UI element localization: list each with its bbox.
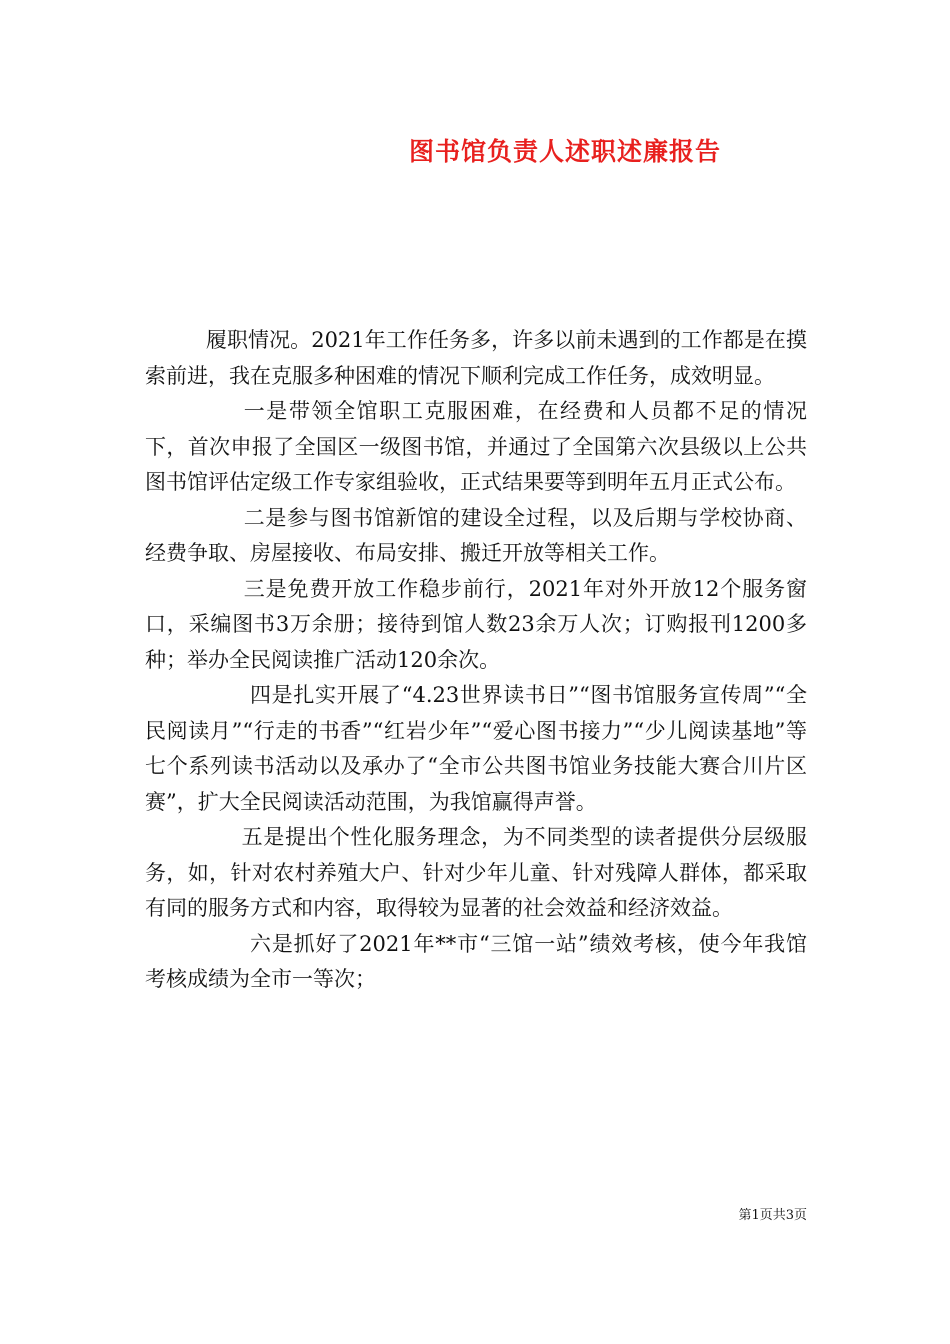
page-number: 第1页共3页 <box>738 1208 807 1223</box>
document-body <box>145 323 807 998</box>
document-title: 图书馆负责人述职述廉报告 <box>408 137 721 166</box>
paragraph-item-three: 三是免费开放工作稳步前行，2021年对外开放12个服务窗口，采编图书3万余册；接待到馆人数23余万人次；订购报刊1200多种；举办全民阅读推广活动120余次。 <box>145 576 807 672</box>
paragraph-item-two: 二是参与图书馆新馆的建设全过程，以及后期与学校协商、经费争取、房屋接收、布局安排、搬迁开放等相关工作。 <box>145 505 807 565</box>
paragraph-item-six: 六是抓好了2021年**市“三馆一站”绩效考核，使今年我馆考核成绩为全市一等次； <box>145 931 807 991</box>
paragraph-item-four: 四是扎实开展了“4.23世界读书日”“图书馆服务宣传周”“全民阅读月”“行走的书香”“红岩少年”“爱心图书接力”“少儿阅读基地”等七个系列读书活动以及承办了“全市公共图书馆业务技能大赛合川片区赛”，扩大全民阅读活动范围，为我馆赢得声誉。 <box>145 683 807 814</box>
paragraph-performance-summary: 履职情况。2021年工作任务多，许多以前未遇到的工作都是在摸索前进，我在克服多种困难的情况下顺利完成工作任务，成效明显。 <box>145 328 807 388</box>
paragraph-item-five: 五是提出个性化服务理念，为不同类型的读者提供分层级服务，如，针对农村养殖大户、针对少年儿童、针对残障人群体，都采取有同的服务方式和内容，取得较为显著的社会效益和经济效益。 <box>145 825 807 920</box>
paragraph-item-one: 一是带领全馆职工克服困难，在经费和人员都不足的情况下，首次申报了全国区一级图书馆，并通过了全国第六次县级以上公共图书馆评估定级工作专家组验收，正式结果要等到明年五月正式公布。 <box>145 399 807 494</box>
